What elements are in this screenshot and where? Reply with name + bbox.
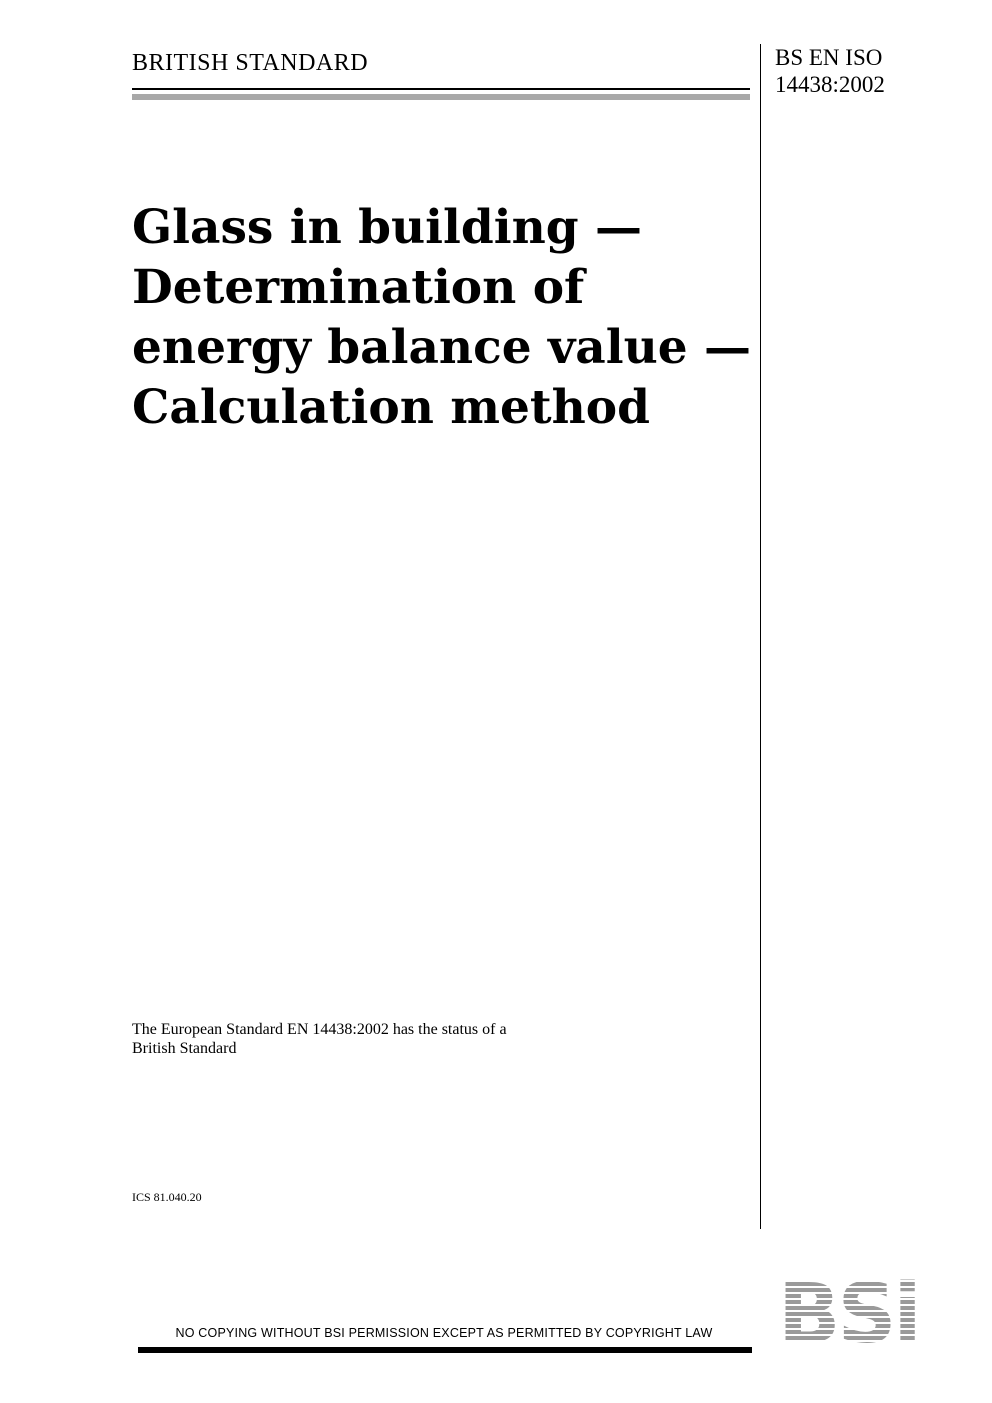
status-note: [132, 1020, 652, 1058]
title-line-1: Glass in building —: [132, 200, 642, 255]
standard-identifier: [775, 44, 885, 98]
status-note-line-2: British Standard: [132, 1040, 237, 1057]
title-line-3: energy balance value —: [132, 320, 752, 375]
ics-code: ICS 81.040.20: [132, 1190, 202, 1204]
standard-id-line-1: BS EN ISO: [775, 45, 883, 70]
copyright-notice: NO COPYING WITHOUT BSI PERMISSION EXCEPT AS PERMITTED BY COPYRIGHT LAW: [175, 1326, 713, 1340]
document-type-label: BRITISH STANDARD: [132, 50, 369, 76]
vertical-divider: [760, 44, 761, 1229]
header-rule-gray: [132, 94, 750, 100]
bsi-logo: [778, 1276, 954, 1356]
status-note-line-1: The European Standard EN 14438:2002 has the status of a: [132, 1021, 507, 1038]
header-rule-thin: [132, 88, 750, 90]
standard-id-line-2: 14438:2002: [775, 72, 885, 97]
document-title: [132, 198, 752, 438]
title-line-4: Calculation method: [132, 380, 650, 435]
footer-rule: [138, 1347, 752, 1353]
svg-text:BSi: BSi: [778, 1276, 919, 1356]
title-line-2: Determination of: [132, 260, 585, 315]
